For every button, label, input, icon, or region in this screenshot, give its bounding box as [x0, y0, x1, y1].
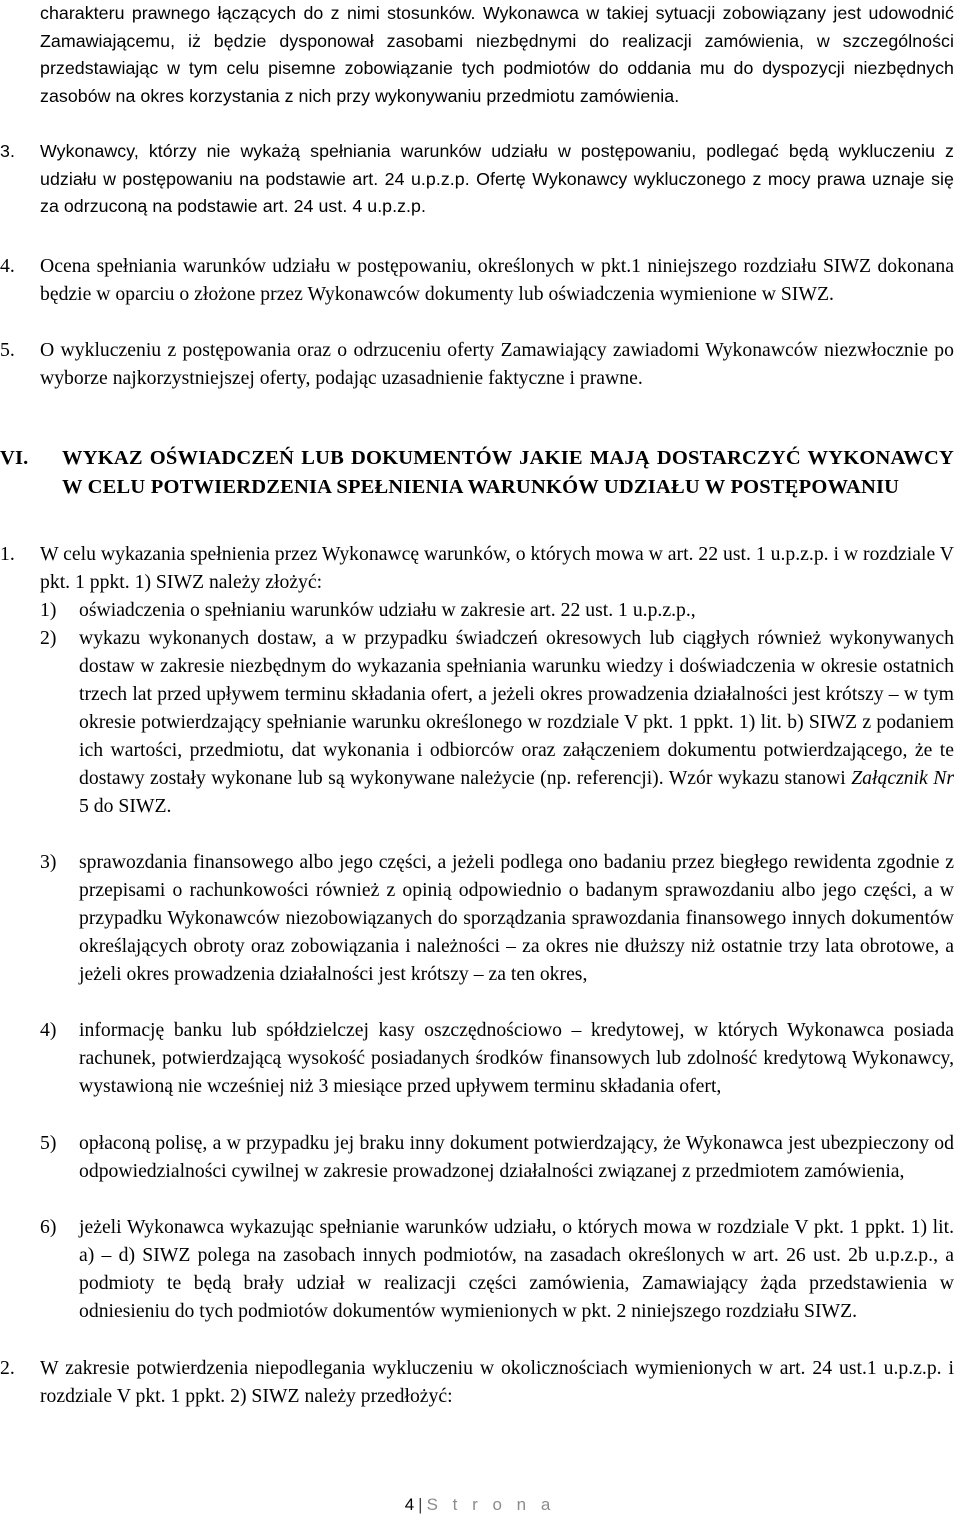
subitem-text: jeżeli Wykonawca wykazując spełnianie warunków udziału, o których mowa w rozdziale V pkt. 1 ppkt. 1) lit. a) – d) SIWZ polega na zasobach innych podmiotów, na zasadach określonych w art. 26 ust. 2b u.p.z.p., a podmioty te będą brały udział w realizacji części zamówienia, Zamawiający żąda przedstawienia w odniesieniu do tych podmiotów dokumentów wymienionych w pkt. 2 niniejszego rozdziału SIWZ. — [79, 1216, 954, 1322]
subitem-text-part: wykazu wykonanych dostaw, a w przypadku świadczeń okresowych lub ciągłych również wykonywanych dostaw w zakresie niezbędnym do wykazania spełniania warunku wiedzy i doświadczenia w okresie ostatnich trzech lat przed upływem terminu składania ofert, a jeżeli okres prowadzenia działalności jest krótszy – w tym okresie potwierdzający spełnianie warunku określonego w rozdziale V pkt. 1 ppkt. 1) lit. b) SIWZ z podaniem ich wartości, przedmiotu, dat wykonania i odbiorców oraz załączeniem dokumentu potwierdzającego, że te dostawy zostały wykonane lub są wykonywane należycie (np. referencji). Wzór wykazu stanowi — [79, 627, 954, 789]
subitem-number: 1) — [40, 599, 57, 621]
section-heading — [0, 444, 954, 501]
subitem-text-part: 5 do SIWZ. — [79, 795, 172, 817]
list-item-number: 3. — [0, 141, 15, 161]
list-item-number: 2. — [0, 1357, 15, 1379]
list-item-5 — [0, 336, 954, 392]
subitem-6 — [40, 1213, 954, 1325]
subitem-number: 5) — [40, 1132, 57, 1154]
subitem-text — [79, 624, 954, 820]
list-item-4 — [0, 252, 954, 308]
list-item-vi-2 — [0, 1354, 954, 1410]
section-title: WYKAZ OŚWIADCZEŃ LUB DOKUMENTÓW JAKIE MAJĄ DOSTARCZYĆ WYKONAWCY W CELU POTWIERDZENIA SPEŁNIENIA WARUNKÓW UDZIAŁU W POSTĘPOWANIU — [62, 447, 954, 498]
page-footer — [0, 1495, 960, 1515]
section-number: VI. — [0, 447, 29, 469]
subitem-number: 3) — [40, 851, 57, 873]
subitem-3 — [40, 848, 954, 988]
list-item-vi-1 — [0, 540, 954, 596]
list-item-text: Ocena spełniania warunków udziału w postępowaniu, określonych w pkt.1 niniejszego rozdziału SIWZ dokonana będzie w oparciu o złożone przez Wykonawców dokumenty lub oświadczenia wymienione w SIWZ. — [40, 255, 954, 305]
subitem-5 — [40, 1129, 954, 1185]
page-number: 4 — [404, 1495, 415, 1514]
list-item-text: Wykonawcy, którzy nie wykażą spełniania warunków udziału w postępowaniu, podlegać będą wykluczeniu z udziału w postępowaniu na podstawie art. 24 u.p.z.p. Ofertę Wykonawcy wykluczonego z mocy prawa uznaje się za odrzuconą na podstawie art. 24 ust. 4 u.p.z.p. — [40, 141, 954, 216]
subitem-text-italic: Załącznik Nr — [851, 767, 955, 789]
list-item-text: W zakresie potwierdzenia niepodlegania wykluczeniu w okolicznościach wymienionych w art. 24 ust.1 u.p.z.p. i rozdziale V pkt. 1 ppkt. 2) SIWZ należy przedłożyć: — [40, 1357, 954, 1407]
subitem-text: oświadczenia o spełnianiu warunków udziału w zakresie art. 22 ust. 1 u.p.z.p., — [79, 599, 696, 621]
list-item-number: 5. — [0, 339, 15, 361]
list-item-number: 4. — [0, 255, 15, 277]
subitem-text: informację banku lub spółdzielczej kasy oszczędnościowo – kredytowej, w których Wykonawca posiada rachunek, potwierdzającą wysokość posiadanych środków finansowych lub zdolność kredytową Wykonawcy, wystawioną nie wcześniej niż 3 miesiące przed upływem terminu składania ofert, — [79, 1019, 954, 1097]
list-item-3 — [0, 138, 954, 221]
intro-paragraph: charakteru prawnego łączących do z nimi stosunków. Wykonawca w takiej sytuacji zobowiązany jest udowodnić Zamawiającemu, iż będzie dysponował zasobami niezbędnymi do realizacji zamówienia, w szczególności przedstawiając w tym celu pisemne zobowiązanie tych podmiotów do oddania mu do dyspozycji niezbędnych zasobów na okres korzystania z nich przy wykonywaniu przedmiotu zamówienia. — [40, 3, 954, 106]
subitem-text: sprawozdania finansowego albo jego części, a jeżeli podlega ono badaniu przez biegłego rewidenta zgodnie z przepisami o rachunkowości również z opinią odpowiednio o badanym sprawozdaniu albo jego części, a w przypadku Wykonawców niezobowiązanych do sporządzania sprawozdania finansowego innych dokumentów określających obroty oraz zobowiązania i należności – za okres nie dłuższy niż ostatnie trzy lata obrotowe, a jeżeli okres prowadzenia działalności jest krótszy – za ten okres, — [79, 851, 954, 985]
subitem-number: 4) — [40, 1019, 57, 1041]
page-label: S t r o n a — [426, 1495, 556, 1514]
subitem-2 — [40, 624, 954, 820]
subitem-1 — [40, 596, 954, 624]
subitem-number: 2) — [40, 627, 57, 649]
footer-separator: | — [418, 1495, 423, 1514]
subitem-text: opłaconą polisę, a w przypadku jej braku inny dokument potwierdzający, że Wykonawca jest ubezpieczony od odpowiedzialności cywilnej w zakresie prowadzonej działalności związanej z przedmiotem zamówienia, — [79, 1132, 954, 1182]
subitem-number: 6) — [40, 1216, 57, 1238]
subitem-4 — [40, 1016, 954, 1100]
list-item-text: O wykluczeniu z postępowania oraz o odrzuceniu oferty Zamawiający zawiadomi Wykonawców niezwłocznie po wyborze najkorzystniejszej oferty, podając uzasadnienie faktyczne i prawne. — [40, 339, 954, 389]
list-item-number: 1. — [0, 543, 15, 565]
list-item-text: W celu wykazania spełnienia przez Wykonawcę warunków, o których mowa w art. 22 ust. 1 u.p.z.p. i w rozdziale V pkt. 1 ppkt. 1) SIWZ należy złożyć: — [40, 543, 954, 593]
